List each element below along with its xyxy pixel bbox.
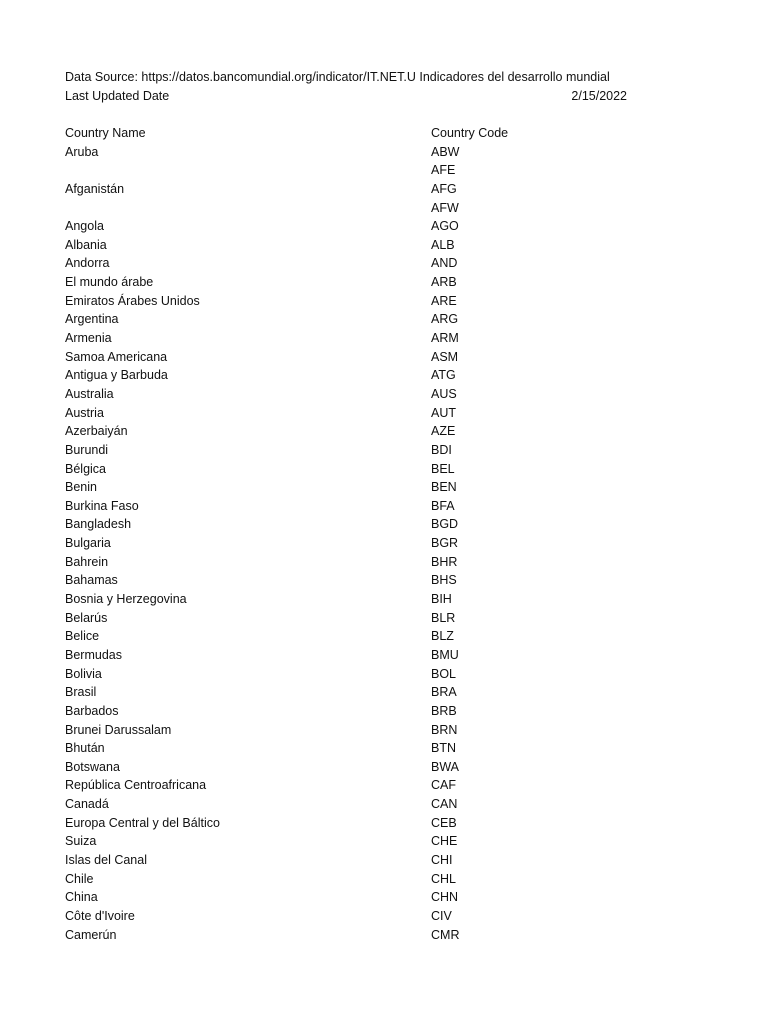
column-header-country-name: Country Name bbox=[65, 126, 146, 140]
country-name-cell: Brasil bbox=[65, 685, 97, 700]
table-header-row bbox=[65, 125, 665, 144]
country-name-cell: Argentina bbox=[65, 312, 119, 327]
table-row bbox=[65, 311, 665, 330]
table-row bbox=[65, 852, 665, 871]
table-row bbox=[65, 815, 665, 834]
country-code-cell: BLZ bbox=[431, 629, 454, 644]
country-name-cell: Canadá bbox=[65, 797, 109, 812]
table-row bbox=[65, 237, 665, 256]
table-row bbox=[65, 330, 665, 349]
country-code-cell: CHI bbox=[431, 852, 453, 867]
country-name-cell: Botswana bbox=[65, 759, 120, 774]
country-code-cell: AFG bbox=[431, 181, 457, 196]
country-code-cell: AFW bbox=[431, 200, 459, 215]
table-row bbox=[65, 367, 665, 386]
country-name-cell: Andorra bbox=[65, 256, 110, 271]
country-code-cell: BFA bbox=[431, 498, 455, 513]
country-code-cell: BOL bbox=[431, 666, 457, 681]
table-row bbox=[65, 889, 665, 908]
country-name-cell: Bhután bbox=[65, 741, 105, 756]
country-name-cell: Brunei Darussalam bbox=[65, 722, 172, 737]
country-name-cell: Armenia bbox=[65, 331, 112, 346]
country-name-cell: Bolivia bbox=[65, 666, 102, 681]
last-updated-label: Last Updated Date bbox=[65, 89, 170, 103]
country-name-cell: Australia bbox=[65, 386, 114, 401]
table-row bbox=[65, 628, 665, 647]
table-row bbox=[65, 647, 665, 666]
table-row bbox=[65, 442, 665, 461]
table-row bbox=[65, 479, 665, 498]
country-name-cell: Afganistán bbox=[65, 181, 125, 196]
table-row bbox=[65, 255, 665, 274]
country-code-cell: CHN bbox=[431, 890, 459, 905]
country-name-cell: Bahamas bbox=[65, 573, 118, 588]
table-row bbox=[65, 740, 665, 759]
table-row bbox=[65, 703, 665, 722]
country-code-cell: ARG bbox=[431, 312, 459, 327]
country-code-cell: CHL bbox=[431, 871, 457, 886]
table-row bbox=[65, 591, 665, 610]
country-code-cell: CAF bbox=[431, 778, 456, 793]
country-name-cell: Bahrein bbox=[65, 554, 109, 569]
country-name-cell: Burundi bbox=[65, 442, 109, 457]
country-name-cell: Belice bbox=[65, 629, 100, 644]
country-code-cell: BGD bbox=[431, 517, 459, 532]
last-updated-line bbox=[65, 88, 627, 104]
table-row bbox=[65, 759, 665, 778]
last-updated-date: 2/15/2022 bbox=[571, 89, 627, 103]
country-name-cell: Europa Central y del Báltico bbox=[65, 815, 220, 830]
table-row bbox=[65, 554, 665, 573]
country-name-cell: Burkina Faso bbox=[65, 498, 139, 513]
country-name-cell: Albania bbox=[65, 237, 107, 252]
table-row bbox=[65, 572, 665, 591]
country-code-cell: ARB bbox=[431, 275, 457, 290]
country-name-cell: Camerún bbox=[65, 927, 117, 942]
country-code-cell: BDI bbox=[431, 442, 452, 457]
country-name-cell: Bulgaria bbox=[65, 536, 111, 551]
country-code-cell: BRA bbox=[431, 685, 457, 700]
table-row bbox=[65, 684, 665, 703]
country-code-cell: BIH bbox=[431, 592, 452, 607]
table-row bbox=[65, 908, 665, 927]
country-code-cell: ARE bbox=[431, 293, 457, 308]
country-name-cell: Samoa Americana bbox=[65, 349, 168, 364]
country-code-cell: AUS bbox=[431, 386, 457, 401]
country-name-cell: Barbados bbox=[65, 703, 119, 718]
country-code-cell: ATG bbox=[431, 368, 456, 383]
country-name-cell: Chile bbox=[65, 871, 94, 886]
table-row bbox=[65, 535, 665, 554]
table-row bbox=[65, 423, 665, 442]
country-name-cell: Suiza bbox=[65, 834, 97, 849]
table-row bbox=[65, 927, 665, 946]
country-name-cell: El mundo árabe bbox=[65, 275, 154, 290]
country-name-cell: China bbox=[65, 890, 98, 905]
table-row bbox=[65, 498, 665, 517]
table-row bbox=[65, 461, 665, 480]
country-code-cell: CMR bbox=[431, 927, 460, 942]
country-code-cell: AGO bbox=[431, 219, 459, 234]
country-code-cell: AUT bbox=[431, 405, 456, 420]
table-row bbox=[65, 722, 665, 741]
country-code-cell: BHS bbox=[431, 573, 457, 588]
country-name-cell: Austria bbox=[65, 405, 104, 420]
country-name-cell: Bosnia y Herzegovina bbox=[65, 592, 187, 607]
table-row bbox=[65, 796, 665, 815]
table-row bbox=[65, 162, 665, 181]
table-row bbox=[65, 777, 665, 796]
table-row bbox=[65, 218, 665, 237]
country-name-cell: Belarús bbox=[65, 610, 108, 625]
column-header-country-code: Country Code bbox=[431, 126, 509, 140]
country-code-cell: ASM bbox=[431, 349, 459, 364]
country-name-cell: Bélgica bbox=[65, 461, 106, 476]
country-code-cell: BMU bbox=[431, 647, 459, 662]
country-name-cell: Bangladesh bbox=[65, 517, 132, 532]
country-name-cell: Angola bbox=[65, 219, 104, 234]
table-row bbox=[65, 200, 665, 219]
table-row bbox=[65, 293, 665, 312]
country-code-cell: BEL bbox=[431, 461, 455, 476]
country-name-cell: Azerbaiyán bbox=[65, 424, 128, 439]
table-row bbox=[65, 871, 665, 890]
country-code-cell: CHE bbox=[431, 834, 458, 849]
country-code-cell: CEB bbox=[431, 815, 457, 830]
country-code-cell: CIV bbox=[431, 908, 452, 923]
table-row bbox=[65, 349, 665, 368]
country-name-cell: Côte d'Ivoire bbox=[65, 908, 135, 923]
country-code-cell: AZE bbox=[431, 424, 456, 439]
table-row bbox=[65, 181, 665, 200]
country-name-cell: Islas del Canal bbox=[65, 852, 147, 867]
table-row bbox=[65, 405, 665, 424]
country-name-cell: República Centroafricana bbox=[65, 778, 207, 793]
country-code-cell: AFE bbox=[431, 163, 456, 178]
country-code-cell: ALB bbox=[431, 237, 455, 252]
country-code-cell: BLR bbox=[431, 610, 456, 625]
country-code-cell: ARM bbox=[431, 331, 459, 346]
country-code-cell: BRN bbox=[431, 722, 458, 737]
table-row bbox=[65, 386, 665, 405]
country-name-cell: Emiratos Árabes Unidos bbox=[65, 293, 200, 308]
table-row bbox=[65, 666, 665, 685]
table-row bbox=[65, 516, 665, 535]
table-row bbox=[65, 610, 665, 629]
country-code-cell: BTN bbox=[431, 741, 456, 756]
country-table bbox=[65, 125, 665, 945]
table-row bbox=[65, 833, 665, 852]
country-code-cell: AND bbox=[431, 256, 458, 271]
country-name-cell: Bermudas bbox=[65, 647, 122, 662]
country-name-cell: Benin bbox=[65, 480, 97, 495]
data-source-line: Data Source: https://datos.bancomundial.org/indicator/IT.NET.U Indicadores del desarrollo mundial bbox=[65, 70, 610, 84]
country-code-cell: BHR bbox=[431, 554, 458, 569]
country-name-cell: Antigua y Barbuda bbox=[65, 368, 168, 383]
country-code-cell: BWA bbox=[431, 759, 460, 774]
country-code-cell: BEN bbox=[431, 480, 457, 495]
table-row bbox=[65, 274, 665, 293]
table-row bbox=[65, 144, 665, 163]
country-code-cell: BGR bbox=[431, 536, 459, 551]
country-code-cell: BRB bbox=[431, 703, 457, 718]
country-name-cell: Aruba bbox=[65, 144, 99, 159]
country-code-cell: CAN bbox=[431, 797, 458, 812]
country-code-cell: ABW bbox=[431, 144, 460, 159]
